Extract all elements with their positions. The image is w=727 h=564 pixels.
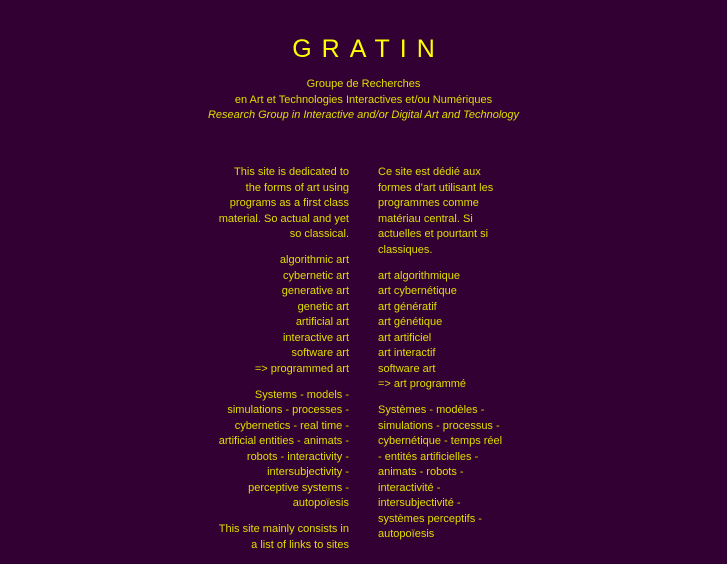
french-text-line: - entités artificielles -	[378, 450, 479, 463]
english-text-line: interactive art	[282, 331, 349, 344]
french-text-line: programmes comme	[378, 197, 479, 209]
french-text-line: simulations - processus -	[378, 419, 500, 432]
english-block	[200, 388, 349, 512]
english-text-line: so classical.	[289, 228, 349, 240]
site-title: GRATIN	[292, 35, 445, 63]
french-text-line: art génétique	[378, 316, 443, 328]
french-text-line: Ce site est dédié aux	[378, 166, 481, 178]
french-text-line: => art programmé	[378, 378, 467, 390]
french-text-line: formes d'art utilisant les	[378, 181, 494, 194]
english-column	[200, 165, 349, 564]
english-text-line: artificial art	[295, 316, 349, 328]
english-text-line: the forms of art using	[245, 181, 349, 194]
french-text-line: animats - robots -	[378, 466, 464, 478]
english-block	[200, 522, 349, 553]
french-text-line: classiques.	[378, 243, 433, 256]
english-text-line: autopoïesis	[292, 497, 349, 509]
french-column	[378, 165, 518, 553]
french-block	[378, 269, 518, 393]
english-text-line: programs as a first class	[229, 197, 349, 209]
english-text-line: cybernetic art	[282, 269, 349, 282]
english-block	[200, 165, 349, 243]
french-text-line: interactivité -	[378, 481, 441, 494]
subtitle-english: Research Group in Interactive and/or Digital Art and Technology	[207, 109, 520, 121]
english-text-line: generative art	[281, 285, 349, 297]
english-text-line: a list of links to sites	[251, 538, 349, 551]
subtitle-line-1: Groupe de Recherches	[306, 78, 421, 90]
english-text-line: Systems - models -	[254, 388, 349, 401]
french-text-line: software art	[378, 362, 436, 375]
french-text-line: systèmes perceptifs -	[378, 512, 482, 525]
french-text-line: actuelles et pourtant si	[378, 228, 489, 240]
english-text-line: cybernetics - real time -	[234, 419, 349, 432]
french-text-line: art interactif	[378, 347, 436, 359]
french-block	[378, 165, 518, 258]
subtitle	[0, 77, 727, 124]
french-text-line: Systèmes - modèles -	[378, 404, 485, 416]
english-text-line: software art	[291, 347, 349, 359]
english-text-line: simulations - processes -	[227, 404, 349, 416]
english-text-line: artificial entities - animats -	[218, 435, 349, 447]
french-text-line: art artificiel	[378, 331, 432, 344]
english-text-line: genetic art	[297, 300, 349, 313]
english-text-line: perceptive systems -	[248, 481, 349, 494]
french-text-line: cybernétique - temps réel	[378, 435, 503, 447]
english-text-line: algorithmic art	[279, 254, 349, 266]
subtitle-line-2: en Art et Technologies Interactives et/ou Numériques	[234, 93, 493, 106]
french-text-line: art génératif	[378, 300, 437, 313]
french-text-line: matériau central. Si	[378, 212, 473, 225]
english-text-line: => programmed art	[254, 362, 349, 375]
french-text-line: intersubjectivité -	[378, 497, 461, 509]
english-text-line: robots - interactivity -	[246, 450, 349, 463]
english-text-line: material. So actual and yet	[218, 212, 349, 225]
english-block	[200, 253, 349, 377]
english-text-line: This site is dedicated to	[234, 166, 349, 178]
english-text-line: This site mainly consists in	[218, 523, 349, 535]
french-text-line: autopoïesis	[378, 528, 435, 540]
english-text-line: intersubjectivity -	[267, 466, 349, 478]
french-block	[378, 403, 518, 543]
french-text-line: art cybernétique	[378, 285, 457, 297]
french-text-line: art algorithmique	[378, 269, 460, 282]
